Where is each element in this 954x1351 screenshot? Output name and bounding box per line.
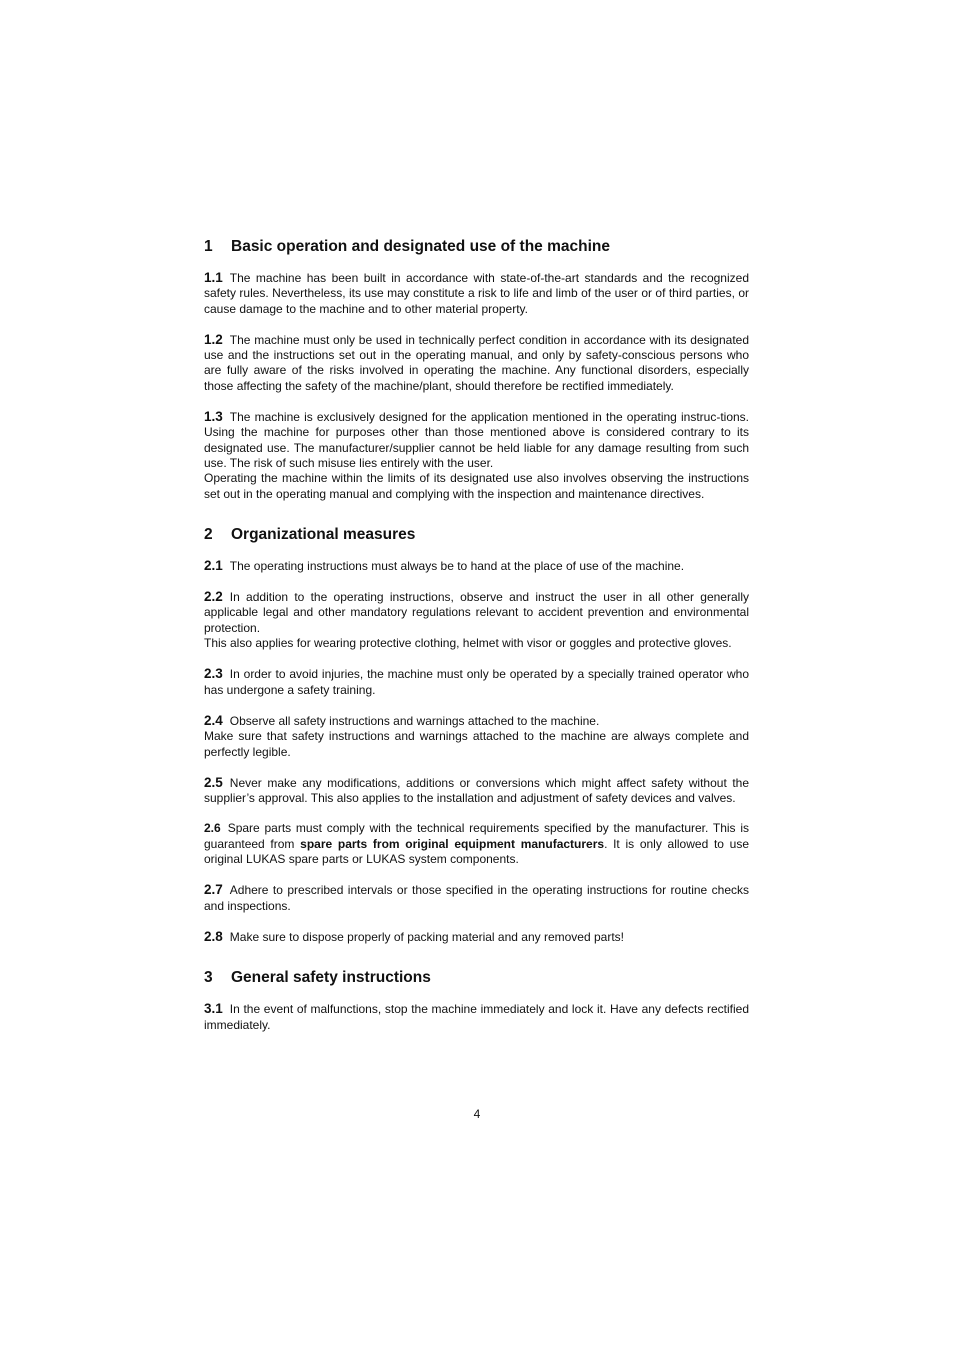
- page-number: 4: [473, 1107, 481, 1121]
- section-heading: [204, 236, 749, 258]
- paragraph-text: Adhere to prescribed intervals or those specified in the operating instructions for routine checks and inspections.: [204, 883, 749, 913]
- paragraph-text: The machine must only be used in technically perfect condition in accordance with its designated use and the instructions set out in the operating manual, and only by safety-conscious persons who are fully aware of the risks involved in operating the machine. Any functional disorders, especially those affecting the safety of the machine/plant, should therefore be rectified immediately.: [204, 332, 749, 393]
- document-body: [204, 236, 749, 1048]
- section-number: 2: [204, 525, 213, 543]
- paragraph-number: 2.5: [204, 774, 223, 790]
- paragraph-2-8: [204, 929, 749, 945]
- paragraph-text: The machine is exclusively designed for the application mentioned in the operating instruc-tions. Using the machine for purposes other than those mentioned above is considered contrary to its designated use. The manufacturer/supplier cannot be held liable for any damage resulting from such use. The risk of such misuse lies entirely with the user.: [204, 410, 749, 470]
- paragraph-2-6: [204, 821, 749, 867]
- paragraph-text: In the event of malfunctions, stop the machine immediately and lock it. Have any defects rectified immediately.: [204, 1002, 749, 1032]
- section-3: [204, 967, 749, 1033]
- paragraph-number: 2.4: [204, 712, 223, 728]
- paragraph-text: In order to avoid injuries, the machine must only be operated by a specially trained operator who has undergone a safety training.: [204, 667, 749, 697]
- paragraph-number: 2.2: [204, 589, 223, 605]
- section-2: [204, 524, 749, 945]
- section-title: General safety instructions: [231, 969, 431, 987]
- paragraph-text: The machine has been built in accordance with state-of-the-art standards and the recognized safety rules. Nevertheless, its use may constitute a risk to life and limb of the user or of third parties, or cause damage to the machine and to other material property.: [204, 271, 749, 316]
- paragraph-number: 2.1: [204, 557, 223, 573]
- paragraph-bold-text: spare parts from original equipment manufacturers: [300, 836, 605, 851]
- section-1: [204, 236, 749, 502]
- paragraph-text: Spare parts must comply with the technical requirements specified by the manufacturer. This is guaranteed from: [204, 821, 749, 851]
- paragraph-text-continued: Operating the machine within the limits of its designated use also involves observing the instructions set out in the operating manual and complying with the inspection and maintenance directives.: [204, 471, 749, 501]
- paragraph-number: 2.8: [204, 928, 223, 944]
- paragraph-text: Make sure to dispose properly of packing material and any removed parts!: [229, 929, 624, 944]
- paragraph-number: 1.2: [204, 331, 223, 347]
- section-title: Organizational measures: [231, 525, 416, 543]
- section-number: 3: [204, 969, 213, 987]
- paragraph-number: 2.3: [204, 666, 223, 682]
- paragraph-text: Observe all safety instructions and warnings attached to the machine.: [229, 713, 600, 728]
- paragraph-number: 1.1: [204, 270, 223, 285]
- paragraph-2-7: [204, 882, 749, 914]
- paragraph-text-continued: This also applies for wearing protective clothing, helmet with visor or goggles and protective gloves.: [204, 636, 732, 651]
- paragraph-text: The operating instructions must always be to hand at the place of use of the machine.: [229, 558, 685, 573]
- paragraph-2-2: [204, 589, 749, 651]
- paragraph-2-1: [204, 558, 749, 574]
- section-heading: [204, 524, 749, 546]
- paragraph-number: 1.3: [204, 409, 223, 425]
- section-number: 1: [204, 238, 213, 255]
- section-title: Basic operation and designated use of the machine: [231, 238, 610, 255]
- paragraph-1-1: [204, 270, 749, 317]
- paragraph-3-1: [204, 1001, 749, 1033]
- paragraph-2-3: [204, 666, 749, 698]
- paragraph-text-continued: Make sure that safety instructions and warnings attached to the machine are always complete and perfectly legible.: [204, 729, 749, 759]
- paragraph-number: 2.7: [204, 882, 223, 898]
- paragraph-text: Never make any modifications, additions or conversions which might affect safety without the supplier’s approval. This also applies to the installation and adjustment of safety devices and valves.: [204, 775, 749, 806]
- paragraph-2-4: [204, 713, 749, 760]
- paragraph-text-after-bold: . It is only allowed to use original LUKAS spare parts or LUKAS system components.: [204, 836, 750, 867]
- paragraph-1-2: [204, 332, 749, 394]
- section-heading: [204, 967, 749, 989]
- paragraph-1-3: [204, 409, 749, 502]
- paragraph-number: 3.1: [204, 1001, 223, 1017]
- paragraph-2-5: [204, 775, 749, 807]
- paragraph-number: 2.6: [204, 821, 221, 836]
- paragraph-text: In addition to the operating instructions, observe and instruct the user in all other generally applicable legal and other mandatory regulations relevant to accident prevention and environmental protection.: [204, 590, 749, 635]
